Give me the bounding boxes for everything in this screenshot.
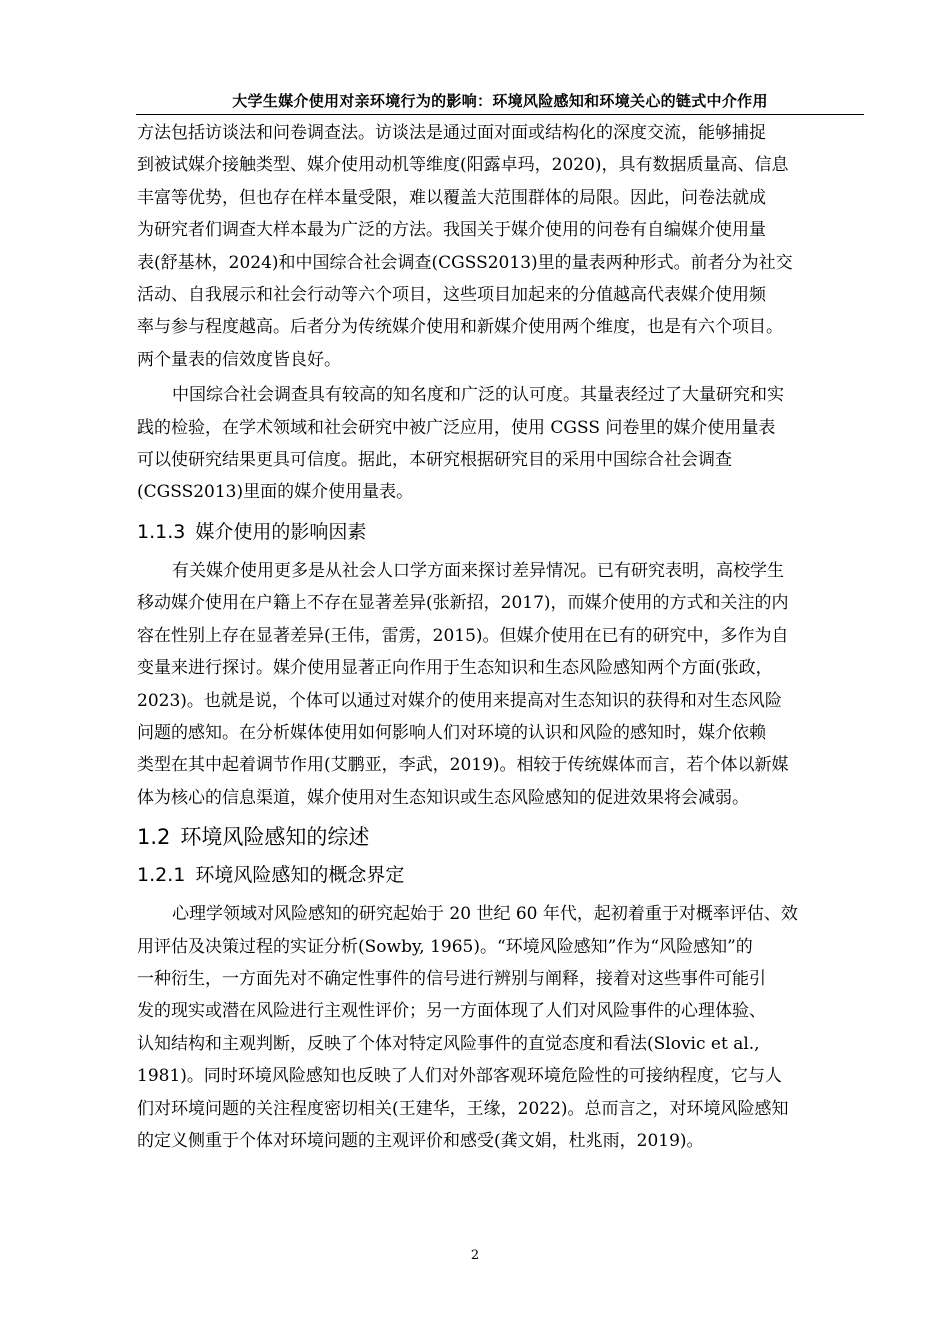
- running-header: 大学生媒介使用对亲环境行为的影响：环境风险感知和环境关心的链式中介作用: [232, 92, 768, 110]
- text-line: 类型在其中起着调节作用(艾鹏亚，李武，2019)。相较于传统媒体而言，若个体以新媒: [137, 755, 789, 776]
- section-title: 环境风险感知的综述: [180, 825, 370, 850]
- section-heading-1-2: [137, 822, 865, 852]
- text-line: 的定义侧重于个体对环境问题的主观评价和感受(龚文娟，杜兆雨，2019)。: [137, 1130, 704, 1151]
- text-line: 丰富等优势，但也存在样本量受限，难以覆盖大范围群体的局限。因此，问卷法就成: [137, 187, 766, 208]
- text-line: 移动媒介使用在户籍上不存在显著差异(张新招，2017)，而媒介使用的方式和关注的内: [137, 593, 789, 614]
- paragraph-1: [137, 117, 865, 376]
- section-number: 1.2: [137, 825, 171, 850]
- section-title: 环境风险感知的概念界定: [195, 864, 405, 887]
- text-line: 们对环境问题的关注程度密切相关(王建华，王缘，2022)。总而言之，对环境风险感知: [137, 1098, 789, 1119]
- section-heading-1-2-1: [137, 861, 865, 889]
- text-line: 两个量表的信效度皆良好。: [137, 349, 341, 370]
- text-line: 可以使研究结果更具可信度。据此，本研究根据研究目的采用中国综合社会调查: [137, 450, 732, 471]
- text-line: 认知结构和主观判断，反映了个体对特定风险事件的直觉态度和看法(Slovic et al.,: [137, 1033, 760, 1054]
- section-heading-1-1-3: [137, 518, 865, 546]
- text-line: 心理学领域对风险感知的研究起始于 20 世纪 60 年代，起初着重于对概率评估、效: [172, 904, 798, 925]
- text-line: 体为核心的信息渠道，媒介使用对生态知识或生态风险感知的促进效果将会减弱。: [137, 787, 749, 808]
- section-number: 1.2.1: [137, 864, 186, 887]
- text-line: 一种衍生，一方面先对不确定性事件的信号进行辨别与阐释，接着对这些事件可能引: [137, 968, 766, 989]
- text-line: 践的检验，在学术领域和社会研究中被广泛应用，使用 CGSS 问卷里的媒介使用量表: [137, 417, 776, 438]
- text-line: 发的现实或潜在风险进行主观性评价；另一方面体现了人们对风险事件的心理体验、: [137, 1001, 766, 1022]
- header-rule: [136, 114, 864, 115]
- page-body: [137, 117, 865, 1157]
- section-title: 媒介使用的影响因素: [195, 520, 367, 543]
- text-line: 2023)。也就是说，个体可以通过对媒介的使用来提高对生态知识的获得和对生态风险: [137, 690, 782, 711]
- text-line: 问题的感知。在分析媒体使用如何影响人们对环境的认识和风险的感知时，媒介依赖: [137, 722, 766, 743]
- paragraph-3: [137, 555, 865, 814]
- text-line: 用评估及决策过程的实证分析(Sowby, 1965)。“环境风险感知”作为“风险感知”的: [137, 936, 753, 957]
- text-line: (CGSS2013)里面的媒介使用量表。: [137, 482, 414, 503]
- paragraph-2: [137, 379, 865, 509]
- text-line: 为研究者们调查大样本最为广泛的方法。我国关于媒介使用的问卷有自编媒介使用量: [137, 220, 766, 241]
- paragraph-4: [137, 898, 865, 1157]
- text-line: 变量来进行探讨。媒介使用显著正向作用于生态知识和生态风险感知两个方面(张政，: [137, 658, 773, 679]
- text-line: 表(舒基林，2024)和中国综合社会调查(CGSS2013)里的量表两种形式。前者分为社交: [137, 252, 793, 273]
- text-line: 活动、自我展示和社会行动等六个项目，这些项目加起来的分值越高代表媒介使用频: [137, 285, 766, 306]
- text-line: 容在性别上存在显著差异(王伟，雷雳，2015)。但媒介使用在已有的研究中，多作为自: [137, 625, 789, 646]
- text-line: 率与参与程度越高。后者分为传统媒介使用和新媒介使用两个维度，也是有六个项目。: [137, 317, 783, 338]
- text-line: 1981)。同时环境风险感知也反映了人们对外部客观环境危险性的可接纳程度，它与人: [137, 1066, 782, 1087]
- text-line: 到被试媒介接触类型、媒介使用动机等维度(阳露卓玛，2020)，具有数据质量高、信息: [137, 155, 789, 176]
- text-line: 中国综合社会调查具有较高的知名度和广泛的认可度。其量表经过了大量研究和实: [172, 385, 784, 406]
- text-line: 方法包括访谈法和问卷调查法。访谈法是通过面对面或结构化的深度交流，能够捕捉: [137, 123, 766, 143]
- page-number: 2: [470, 1248, 480, 1263]
- section-number: 1.1.3: [137, 520, 186, 543]
- text-line: 有关媒介使用更多是从社会人口学方面来探讨差异情况。已有研究表明，高校学生: [172, 560, 784, 581]
